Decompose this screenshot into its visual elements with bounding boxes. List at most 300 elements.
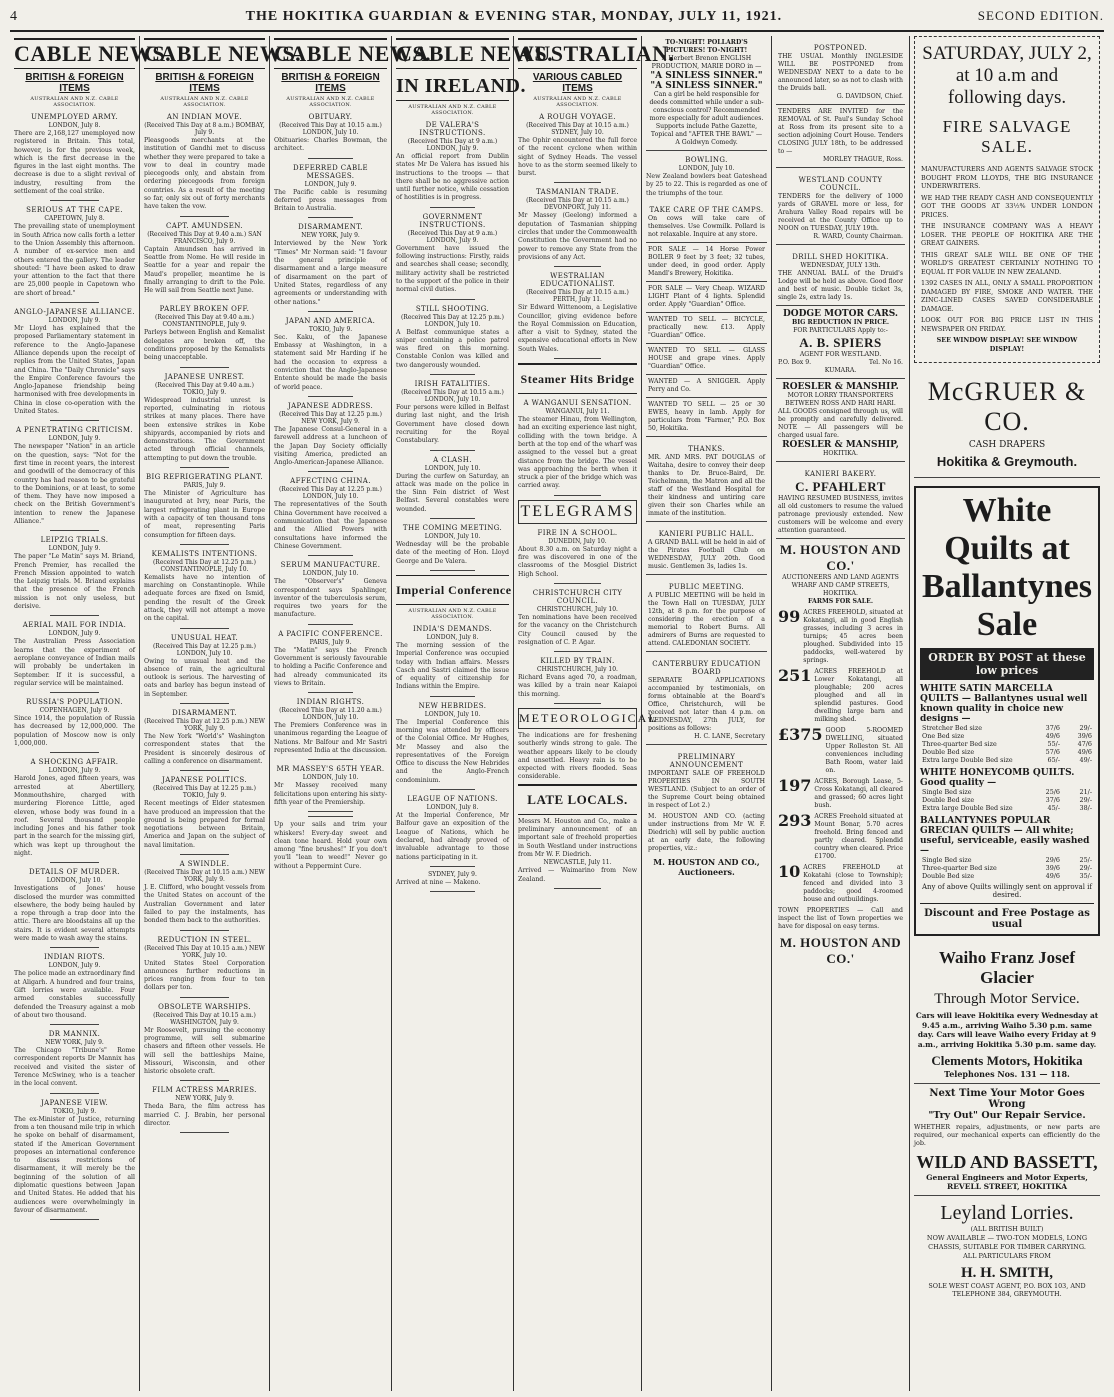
column-subheading: BRITISH & FOREIGN ITEMS xyxy=(25,72,124,94)
article-dateline: (Received This Day at 10.15 a.m.) PERTH, July 11. xyxy=(526,289,629,304)
column-subheading: VARIOUS CABLED ITEMS xyxy=(532,72,623,94)
section-heading-telegrams: TELEGRAMS xyxy=(518,500,637,524)
ad-text: HAVING RESUMED BUSINESS, invites all old customers to resume the valued patronage previously extended. New customers will be welcome and every attention guaranteed. xyxy=(778,495,903,534)
ballantynes-quilts-ad xyxy=(914,486,1100,936)
article-heading: GOVERNMENT INSTRUCTIONS. xyxy=(419,212,486,229)
article-heading: STILL SHOOTING. xyxy=(415,304,490,313)
divider xyxy=(50,947,98,948)
article-dateline: LONDON, July 9. xyxy=(48,435,101,443)
listing-number: 293 xyxy=(778,811,812,830)
column-subheading: IN IRELAND. xyxy=(396,72,509,101)
divider xyxy=(180,1080,228,1081)
divider xyxy=(554,583,602,584)
divider xyxy=(308,158,353,159)
auctioneer-name: M. HOUSTON AND CO.' xyxy=(779,542,902,573)
po-box: P.O. Box 9. xyxy=(778,359,812,366)
article-text: Recent meetings of Elder statesmen have produced an impression that the ground is being prepared for formal negotiations between Britain, America and Japan on the subject of naval limitation. xyxy=(144,800,265,849)
article-heading: INDIAN RIOTS. xyxy=(43,953,106,962)
article xyxy=(518,657,637,704)
postage-note: Discount and Free Postage as usual xyxy=(920,903,1094,930)
article xyxy=(14,698,135,753)
divider xyxy=(430,299,475,300)
column-adverts-1 xyxy=(642,36,772,1391)
article-text: J. E. Clifford, who bought vessels from the United States on account of the Australian Government and later failed to pay the instalments, has bonded them back to the authorities. xyxy=(144,884,265,925)
farm-listing xyxy=(778,668,903,724)
article-text: A Belfast communique states a sniper containing a police patrol was fired on this morning. Constable Conlon was killed and two dangerously wounded. xyxy=(396,328,509,369)
article-text: Obituaries: Charles Bowman, the architect. xyxy=(274,137,387,153)
article-text: Captain Amundsen has arrived in Seattle from Nome. He will reside in Seattle for a year and repair the Maud's propeller, meantime he is finally arranging to drift to the Pole. He will sail from Seattle next June. xyxy=(144,245,265,295)
section-heading-meteorological: METEOROLOGICAL xyxy=(518,708,637,729)
article-dateline: PARIS, July 9. xyxy=(183,482,226,490)
article-dateline: (Received This Day at 9 a.m.) LONDON, July 9. xyxy=(407,229,498,244)
quilt-type: WHITE HONEYCOMB QUILTS. Good quality — xyxy=(920,768,1075,788)
ad-line: FOR PARTICULARS Apply to:- xyxy=(793,327,888,334)
ad-text: ALL PARTICULARS FROM xyxy=(963,1251,1051,1260)
ad-heading: DRILL SHED HOKITIKA. xyxy=(792,253,889,261)
sale-price: 29/- xyxy=(1079,724,1092,732)
ad-signature: ROESLER & MANSHIP, xyxy=(782,440,899,450)
article-text: The steamer Hinau, from Wellington, had an exciting experience last night, colliding with the town bridge. A berth at the top end of the wharf was assigned to the vessel but a great distance from the bridge. The vessel was approaching the berth when it struck a pier of the bridge which was carried away. xyxy=(518,416,637,490)
kaniere-hall-notice xyxy=(646,522,767,575)
section-heading-steamer: Steamer Hits Bridge xyxy=(518,363,637,394)
article-text: Investigations of Jones' house disclosed the murder was committed elsewhere, the body being hauled by a rope through a trap door into the attic. There are bloodstains all up the stairs. It is evident several attempts were made to wash away the stains. xyxy=(14,885,135,943)
article-heading: JAPAN AND AMERICA. xyxy=(285,316,376,325)
farm-listing xyxy=(778,778,903,810)
fire-salvage-sale-ad xyxy=(914,36,1100,363)
article xyxy=(144,709,265,771)
article-list xyxy=(144,113,265,1133)
article xyxy=(14,621,135,693)
education-board-notice xyxy=(646,652,767,745)
article xyxy=(144,373,265,468)
edition-label: SECOND EDITION. xyxy=(977,8,1104,23)
ad-line: WHARF AND CAMP STREETS, HOKITIKA. xyxy=(791,582,890,597)
regular-price: 25/6 xyxy=(1045,788,1060,796)
bed-size: Double Bed size xyxy=(922,748,975,756)
column-subheading: BRITISH & FOREIGN ITEMS xyxy=(281,72,380,94)
article-dateline: (Received This Day at 11.20 a.m.) LONDON, July 10. xyxy=(279,707,382,722)
article-dateline: (Received This Day at 12.25 p.m.) LONDON, July 10. xyxy=(278,486,383,501)
film-title: "A SINLESS SINNER." "A SINLESS SINNER." xyxy=(650,71,763,91)
regular-price: 37/6 xyxy=(1045,724,1060,732)
article-text: The morning session of the Imperial Conference was occupied today with Indian affairs. Messrs Casch and Sastri claimed the issue of equality of citizenship for Indians within the Empire. xyxy=(396,641,509,691)
ad-line: BIG REDUCTION IN PRICE. xyxy=(792,319,889,326)
ad-text: WANTED TO SELL — BICYCLE, practically new. £13. Apply "Guardian" Office. xyxy=(648,315,765,339)
article-heading: UNEMPLOYED ARMY. xyxy=(31,113,118,121)
article-text: Harold Jones, aged fifteen years, was arrested at Abertillery, Monmouthshire, charged with murdering Florence Little, aged eleven, whose body was found in a roof. Several thousand people including Jones and his father took part in the search for the missing girl, which was kept up throughout the night. xyxy=(14,775,135,857)
article-heading: AFFECTING CHINA. xyxy=(290,477,371,486)
article-text: Mr Roosevelt, pursuing the economy programme, will sell submarine chasers and fifteen other vessels. He will sell the battleships Maine, Missouri, Wisconsin, and other historic obsolete craft. xyxy=(144,1026,265,1076)
article-dateline: NEW YORK, July 9. xyxy=(175,1095,234,1103)
article-dateline: CHRISTCHURCH, July 10. xyxy=(537,605,618,613)
article-dateline: (Received This Day at 12.25 p.m.) LONDON, July 10. xyxy=(400,313,505,328)
sale-price: 49/- xyxy=(1079,756,1092,764)
company-name: WILD AND BASSETT, xyxy=(916,1151,1098,1172)
article xyxy=(396,380,509,450)
camps-ad xyxy=(646,198,767,243)
divider xyxy=(180,997,228,998)
press-association: AUSTRALIAN AND N.Z. CABLE ASSOCIATION. xyxy=(408,104,497,116)
article xyxy=(274,164,387,219)
divider xyxy=(180,1132,228,1133)
public-meeting-notice xyxy=(646,575,767,652)
article-heading: JAPANESE ADDRESS. xyxy=(287,401,374,410)
column-cable-news-2 xyxy=(140,36,302,1391)
press-association: AUSTRALIAN AND N.Z. CABLE ASSOCIATION. xyxy=(160,96,249,108)
article-heading: DISARMAMENT. xyxy=(172,709,237,718)
article-list xyxy=(518,859,637,889)
column-australian xyxy=(514,36,675,1391)
ad-text: THE ANNUAL BALL of the Druid's Lodge will be held as above. Good floor and best of music. Double ticket 3s, single 2s, extra lady 1s. xyxy=(778,270,903,301)
article-text: The Premiers Conference was in unanimous regarding the League of Nations. Mr Balfour and Mr Sastri represented India at the discussion. xyxy=(274,722,387,755)
article-dateline: LONDON, July 10. xyxy=(424,710,481,718)
article-heading: JAPANESE VIEW. xyxy=(40,1098,109,1107)
article-dateline: (Received This Day at 9.40 a.m.) SAN FRANCISCO, July 9. xyxy=(147,230,262,245)
divider xyxy=(50,302,98,303)
article xyxy=(396,625,509,697)
article-heading: MR MASSEY'S 65TH YEAR. xyxy=(276,765,385,774)
ad-headline: Waiho Franz Josef Glacier xyxy=(939,948,1075,987)
ad-heading: TAKE CARE OF THE CAMPS. xyxy=(649,205,764,214)
article-dateline: (Received This Day at 9.40 a.m.) CONSTANTINOPLE, July 9. xyxy=(155,314,254,329)
ad-town: KUMARA. xyxy=(824,367,857,374)
article-text: At the Imperial Conference, Mr Balfour gave an exposition of the League of Nations, which he declared, had already proved of invaluable advantage to those nations participating in it. xyxy=(396,812,509,861)
divider xyxy=(430,570,475,571)
article-dateline: LONDON, July 8. xyxy=(426,633,479,641)
quilt-type: WHITE SATIN MARCELLA QUILTS — Ballantynes usual well known quality in choice new designs — xyxy=(920,684,1088,724)
divider xyxy=(554,703,602,704)
article xyxy=(274,113,387,159)
article xyxy=(518,188,637,267)
article-text: Since 1914, the population of Russia has decreased by 12,000,000. The population of Moscow now is only 1,000,000. xyxy=(14,715,135,748)
article-dateline: LONDON, July 10. xyxy=(46,877,103,885)
section-heading-late-locals: LATE LOCALS. xyxy=(518,784,637,815)
baker-name: C. PFAHLERT xyxy=(795,479,886,494)
divider xyxy=(50,1219,98,1220)
article xyxy=(144,222,265,301)
divider xyxy=(430,374,475,375)
weather-report: The indications are for freshening southerly winds strong to gale. The weather appears likely to be cloudy and unsettled. Heavy rain is to be expected with rivers flooded. Seas considerable. xyxy=(518,731,637,781)
article-text: The Australian Press Association learns that the experiment of aeroplane conveyance of Indian mails will probably be undertaken in September. If it is successful, a regular service will be maintained. xyxy=(14,638,135,687)
thanks-notice xyxy=(646,437,767,522)
article-dateline: (Received This Day at 12.25 p.m.) LONDON, July 10. xyxy=(152,642,257,657)
classified-ad xyxy=(646,243,767,282)
ad-text: IMPORTANT SALE OF FREEHOLD PROPERTIES IN SOUTH WESTLAND. (Subject to an order of the Supreme Court being obtained in respect of Lot 2.) xyxy=(648,769,765,809)
ad-text: (ALL BRITISH BUILT) xyxy=(970,1224,1044,1233)
article xyxy=(144,473,265,545)
quilt-type: BALLANTYNES POPULAR GRECIAN QUILTS — All white; useful, serviceable, easily washed — xyxy=(920,816,1090,856)
sale-price: 35/- xyxy=(1079,872,1092,880)
bed-size: One Bed size xyxy=(922,732,965,740)
sale-text: WE HAD THE READY CASH AND CONSEQUENTLY GOT THE GOODS AT 33½% UNDER LONDON PRICES. xyxy=(921,193,1093,219)
column-display-adverts xyxy=(910,36,1104,1391)
article-dateline: LONDON, July 9. xyxy=(48,545,101,553)
article-text: The ex-Minister of Justice, returning from a ten thousand mile trip in which he spoke on behalf of disarmament, stated if the American Government proposes an international conference to discuss restrictions of disarmament, it will merely be the beginning of the solution of all diplomatic questions between Japan and United States. He added that his audiences were overwhelmingly in favour of disarmament. xyxy=(14,1115,135,1214)
article-text: Sir Edward Wittenoom, a Legislative Councillor, giving evidence before the Royal Commission on Education, after a visit to Sydney, stated the expensive educational efforts in New South Wales. xyxy=(518,304,637,353)
price-table xyxy=(920,788,1094,812)
article-dateline: (Received This Day at 12.25 p.m.) NEW YORK, July 9. xyxy=(144,718,265,733)
article-dateline: (Received This Day at 9.40 a.m.) TOKIO, July 9. xyxy=(155,381,254,396)
article xyxy=(14,536,135,616)
article-text: The New York "World's" Washington correspondent states that the President is sincerely desirous of calling a conference on disarmament. xyxy=(144,733,265,765)
preliminary-announcement xyxy=(646,745,767,880)
article-heading: JAPANESE POLITICS. xyxy=(162,776,247,785)
article-text: Widespread industrial unrest is reported, culminating in riotous strikes at many places. There have been extensive strikes in Kobe shipyards, accompanied by riots and demonstrations. The Government acted through official channels, attempting to put down the trouble. xyxy=(144,396,265,462)
bed-size: Single Bed size xyxy=(922,788,972,796)
sale-price: 38/- xyxy=(1079,804,1092,812)
article-text: The newspaper "Nation" in an article on the question, says: "Not for the first time in recent years, the interest and goodwill of the democracy of this country has had reason to be grateful to the Dominions, or at least, to some of them. They have now imposed a check on the British Government's intention to renew the Japanese Alliance." xyxy=(14,443,135,525)
divider xyxy=(180,467,228,468)
listing-number: £375 xyxy=(778,725,823,744)
bed-size: Extra large Double Bed size xyxy=(922,756,1013,764)
store-name: McGRUER & CO. xyxy=(927,377,1087,436)
ad-signature: H. C. LANE, Secretary xyxy=(694,732,765,740)
article-heading: KILLED BY TRAIN. xyxy=(540,657,615,666)
article-dateline: LONDON, July 9. xyxy=(48,317,101,325)
ad-text: TENDERS for the delivery of 1000 yards of GRAVEL more or less, for Arahura Valley Road repairs will be received at the County Office up to NOON on TUESDAY, JULY 19th. xyxy=(778,193,903,232)
column-heading: AUSTRALIAN. xyxy=(518,38,637,69)
ad-text: FOR SALE — Very Cheap. WIZARD LIGHT Plant of 4 lights. Splendid order. Apply "Guardian" Office. xyxy=(648,284,765,308)
article-dateline: LONDON, July 8. xyxy=(426,804,479,812)
article-text: Kemalists have no intention of marching on Constantinople. While adequate forces are fixed on Ismid, pending the result of the Greek attack, they will not attempt a move on the capital. xyxy=(144,573,265,623)
ad-line: AUCTIONEERS AND LAND AGENTS xyxy=(782,574,899,581)
article-dateline: LONDON, July 10. xyxy=(302,570,359,578)
bed-size: Double Bed size xyxy=(922,872,975,880)
article-heading: SERUM MANUFACTURE. xyxy=(280,561,381,570)
farm-listing xyxy=(778,813,903,861)
article-dateline: TOKIO, July 9. xyxy=(308,325,353,333)
article-text: The Japanese Consul-General in a farewell address at a luncheon of the Japan Day Society officially visiting America, predicted an Anglo-American-Japanese Alliance. xyxy=(274,425,387,467)
article-dateline: (Received This Day at 10.15 a.m.) NEW YORK, July 10. xyxy=(144,944,265,959)
divider xyxy=(180,299,228,300)
divider xyxy=(430,696,475,697)
article-text: Owing to unusual heat and the absence of rain, the agricultural outlook is serious. The harvesting of oats and barley has begun instead of in September. xyxy=(144,657,265,698)
ad-text: A GRAND BALL will be held in aid of the Pirates Football Club on WEDNESDAY, JULY 20th. Good music. Gentlemen 3s, ladies 1s. xyxy=(648,538,765,570)
article xyxy=(518,529,637,584)
listing-number: 99 xyxy=(778,607,801,626)
article-heading: A SHOCKING AFFAIR. xyxy=(30,758,119,767)
column-ireland xyxy=(392,36,554,1391)
article xyxy=(518,859,637,889)
ad-heading: POSTPONED. xyxy=(813,44,868,52)
druids-ball-notice xyxy=(776,245,905,306)
sale-price: 49/6 xyxy=(1077,748,1092,756)
divider xyxy=(430,789,475,790)
divider xyxy=(308,311,353,312)
classified-ad xyxy=(646,398,767,437)
ad-town: HOKITIKA. xyxy=(823,450,858,457)
article-heading: NEW HEBRIDES. xyxy=(418,701,487,710)
article xyxy=(274,765,387,812)
peppermint-advert: Up your sails and trim your whiskers! Every-day sweet and clean tone heard. Hold your own among "fine brushes!" If you don't you'll "lean to weed!" Never go without a Peppermint Cure. xyxy=(274,821,387,870)
article xyxy=(396,305,509,375)
article xyxy=(144,634,265,704)
article-text: Four persons were killed in Belfast during last night, and the Irish Government have closed down recruiting for the Royal Constabulary. xyxy=(396,404,509,445)
late-locals-text: Messrs M. Houston and Co., make a preliminary announcement of an important sale of freehold properties in South Westland under instructions from Mr W. F. Diedrich. xyxy=(518,817,637,858)
divider xyxy=(308,811,353,812)
sale-price: 29/- xyxy=(1079,864,1092,872)
page-number: 4 xyxy=(10,9,18,24)
ad-text: THE USUAL Monthly INGLESIDE WILL BE POSTPONED from WEDNESDAY NEXT to a date to be announced later, so as not to clash with the Druids ball. xyxy=(778,53,903,92)
article-text: The paper "Le Matin" says M. Briand, French Premier, has recalled the French Mission appointed to watch the Leipzig trials. M. Briand explains that the presence of the French mission is not only useless, but derisive. xyxy=(14,553,135,611)
ad-text: ALL GOODS consigned through us, will be promptly and carefully delivered. NOTE — All passengers will be charged usual fare. xyxy=(778,408,903,439)
article-heading: RUSSIA'S POPULATION. xyxy=(26,698,123,707)
ad-signature: M. HOUSTON AND CO., Auctioneers. xyxy=(653,856,760,877)
bed-size: Three-quarter Bed size xyxy=(922,864,997,872)
article-heading: KEMALISTS INTENTIONS. xyxy=(151,549,258,558)
order-banner: ORDER BY POST at these low prices xyxy=(920,648,1094,680)
divider xyxy=(50,200,98,201)
dodge-motor-ad xyxy=(776,306,905,379)
ad-signature: R. WARD, County Chairman. xyxy=(813,233,903,240)
price-row xyxy=(920,748,1094,756)
article-heading: ANGLO-JAPANESE ALLIANCE. xyxy=(14,308,135,317)
article-text: The "Observer's" Geneva correspondent says Spahlinger, inventor of the tuberculosis serum, requires two years for the manufacture. xyxy=(274,578,387,619)
divider xyxy=(180,628,228,629)
article-list xyxy=(518,113,637,359)
article xyxy=(14,953,135,1025)
article-dateline: (Received This Day at 12.25 p.m.) NEW YORK, July 9. xyxy=(278,410,383,425)
ad-headline: White Quilts at xyxy=(944,492,1070,567)
article xyxy=(518,408,637,496)
article xyxy=(396,456,509,519)
ad-heading: PRELIMINARY ANNOUNCEMENT xyxy=(669,752,744,769)
price-row xyxy=(920,796,1094,804)
ad-text: NOW AVAILABLE — TWO-TON MODELS, LONG CHASSIS, SUITABLE FOR TIMBER CARRYING. xyxy=(926,1233,1088,1251)
agent-name: A. B. SPIERS xyxy=(799,335,882,350)
listing-text: ACRES FREEHOLD at Lower Kokatangi, all ploughable; 200 acres ploughed and all in splendid pastures. Good dwelling large barn and milking shed. xyxy=(814,668,903,723)
article-heading: TASMANIAN TRADE. xyxy=(536,188,619,197)
article xyxy=(144,936,265,998)
article xyxy=(274,630,387,693)
article-dateline: (Received This Day at 9 a.m.) LONDON, July 9. xyxy=(407,138,498,152)
listing-text: ACRES FREEHOLD, situated at Kokatangi, all in good English grasses, including 3 acres in turnips; 45 acres been ploughed. Subdivided into 15 paddocks, well-watered by springs. xyxy=(803,609,903,664)
article-dateline: NEWCASTLE, July 11. xyxy=(543,859,612,867)
article-heading: INDIAN RIGHTS. xyxy=(296,698,365,707)
article xyxy=(396,121,509,208)
article-dateline: (Received This Day at 10.15 a.m.) LONDON, July 10. xyxy=(401,389,504,404)
divider xyxy=(180,930,228,931)
article-heading: WESTRALIAN EDUCATIONALIST. xyxy=(539,272,616,289)
newspaper-title: THE HOKITIKA GUARDIAN & EVENING STAR, MONDAY, JULY 11, 1921. xyxy=(245,9,783,24)
article-heading: OBSOLETE WARSHIPS. xyxy=(158,1002,251,1011)
company-phone: Telephones Nos. 131 — 118. xyxy=(944,1069,1070,1079)
ad-text: FOR SALE — 14 Horse Power BOILER 9 feet by 3 feet; 32 tubes, under deed, in good order. Apply Mandl's Brewery, Hokitika. xyxy=(648,245,765,277)
article xyxy=(274,698,387,760)
ad-text: SEPARATE APPLICATIONS accompanied by testimonials, on forms obtainable at the Board's Office, Christchurch, will be received not later than 4 p.m. on WEDNESDAY, 27th JULY, for positions as follows: xyxy=(648,676,765,732)
farm-list xyxy=(778,609,903,904)
article-dateline: (Received This Day at 12.25 p.m.) TOKIO, July 9. xyxy=(152,785,257,800)
divider xyxy=(554,495,602,496)
price-row xyxy=(920,724,1094,732)
divider xyxy=(50,692,98,693)
divider xyxy=(180,216,228,217)
classified-ad xyxy=(646,375,767,398)
roesler-manship-ad xyxy=(776,379,905,462)
article-heading: FIRE IN A SCHOOL. xyxy=(537,528,618,537)
ad-heading: PUBLIC MEETING. xyxy=(668,582,745,591)
article xyxy=(144,550,265,629)
article-dateline: (Received This Day at 10.15 a.m.) WASHINGTON, July 9. xyxy=(153,1011,256,1026)
divider xyxy=(308,759,353,760)
article-dateline: CHRISTCHURCH, July 10. xyxy=(537,666,618,674)
listing-text: ACRES, Borough Lease, 5-Cross Kokatangi, all cleared and grassed; 60 acres light bush. xyxy=(814,778,903,809)
press-association: AUSTRALIAN AND N.Z. CABLE ASSOCIATION. xyxy=(30,96,119,108)
article-heading: PARLEY BROKEN OFF. xyxy=(159,305,250,314)
regular-price: 45/- xyxy=(1047,804,1060,812)
ad-text: WHETHER repairs, adjustments, or new parts are required, our mechanical experts can efficiently do the job. xyxy=(914,1123,1100,1148)
tenders-notice xyxy=(776,105,905,168)
price-row xyxy=(920,788,1094,796)
column-heading: CABLE NEWS. xyxy=(14,38,135,69)
bed-size: Double Bed size xyxy=(922,796,975,804)
sale-heading: FIRE SALVAGE SALE. xyxy=(942,117,1072,156)
article xyxy=(144,113,265,217)
article xyxy=(396,871,509,892)
price-row xyxy=(920,756,1094,764)
article-heading: CHRISTCHURCH CITY COUNCIL. xyxy=(532,588,623,605)
article xyxy=(518,113,637,183)
divider xyxy=(50,420,98,421)
article xyxy=(274,561,387,624)
listing-text: ACRES FREEHOLD at Kokatahi (close to Township); fenced and divided into 3 paddocks; good 4-roomed house and outbuildings. xyxy=(803,864,903,903)
article xyxy=(144,1003,265,1082)
postponed-notice xyxy=(776,36,905,105)
article-text: The Imperial Conference this morning was attended by officers of the Colonial Office. Mr Hughes, Mr Massey and also the representatives of the Foreign Office to discuss the New Hebrides and the Anglo-French condominium. xyxy=(396,718,509,784)
article-text: The "Matin" says the French Government is seriously favourable to holding a Pacific Conference and had already communicated its views to Britain. xyxy=(274,646,387,687)
regular-price: 49/6 xyxy=(1045,732,1060,740)
bed-size: Single Bed size xyxy=(922,856,972,864)
article-text: Arrived — Waimarino from New Zealand. xyxy=(518,867,637,883)
article-dateline: (Received This Day at 10.15 a.m.) DEVONPORT, July 11. xyxy=(526,197,629,212)
bed-size: Stretcher Bed size xyxy=(922,724,982,732)
ad-heading: KANIERI PUBLIC HALL. xyxy=(658,529,755,538)
article-dateline: NEW YORK, July 9. xyxy=(45,1039,104,1047)
ad-line: FARMS FOR SALE. xyxy=(807,598,873,605)
divider xyxy=(308,624,353,625)
divider xyxy=(50,615,98,616)
article-text: Pleasgoods merchants at the institution of Gandhi met to discuss whether they were prepared to take a vow to deal in country made piecegoods only, and abstain from ordering piecegoods from foreign countries. As a result of the meeting so far, only six out of forty merchants have taken the vow. xyxy=(144,137,265,211)
article-text: New Zealand bowlers beat Gateshead by 25 to 22. This is regarded as one of the triumphs of the tour. xyxy=(646,173,767,197)
ad-heading: ROESLER & MANSHIP. xyxy=(782,382,899,392)
masthead xyxy=(10,8,1104,32)
article-text: Richard Evans aged 70, a roadman, was killed by a train near Kaiapoi this morning. xyxy=(518,674,637,698)
divider xyxy=(430,866,475,867)
article-dateline: DUNEDIN, July 10. xyxy=(548,537,607,545)
article xyxy=(144,305,265,367)
article-text: The representatives of the South China Government have received a communication that the Japanese and the Allied Powers with consultations have informed the Chinese Government. xyxy=(274,501,387,550)
article-dateline: PARIS, July 9. xyxy=(309,638,352,646)
article-list xyxy=(14,113,135,1220)
bed-size: Extra large Double Bed size xyxy=(922,804,1013,812)
article-heading: A PENETRATING CRITICISM. xyxy=(15,426,134,435)
ad-text: A PUBLIC MEETING will be held in the Town Hall on TUESDAY, JULY 12th, at 8 p.m. for the purpose of considering the erection of a memorial to Robert Burns. All admirers of Burns are requested to attend. CALEDONIAN SOCIETY. xyxy=(648,591,765,647)
article-text: Mr Lloyd has explained that the proposed Parliamentary statement in reference to the Anglo-Japanese Alliance depends upon the receipt of replies from the United States, Japan and China. The "Daily Chronicle" says the Empire Conference favours the Anglo-Japanese friendship being harmonised with free developments in China in close co-operation with the United States. xyxy=(14,325,135,416)
column-heading: CABLE NEWS. xyxy=(274,38,387,69)
ad-headline: Ballantynes Sale xyxy=(921,568,1093,643)
article-dateline: LONDON, July 9. xyxy=(48,962,101,970)
article xyxy=(396,795,509,867)
ad-heading: WESTLAND COUNTY COUNCIL. xyxy=(798,176,883,192)
farm-listing xyxy=(778,609,903,665)
ad-heading: THANKS. xyxy=(688,444,725,453)
ad-contact xyxy=(778,359,903,367)
divider xyxy=(50,1093,98,1094)
price-row xyxy=(920,856,1094,864)
article-dateline: (Received This Day at 10.15 a.m.) LONDON, July 10. xyxy=(279,122,382,136)
article-text: There are 2,168,127 unemployed now registered in Britain. This total, however, is for the previous week, which is the first decrease in the figures in the last eight months. The decrease is due to a slight revival of industry, resulting from the settlement of the coal strike. xyxy=(14,130,135,196)
sale-price: 47/6 xyxy=(1077,740,1092,748)
